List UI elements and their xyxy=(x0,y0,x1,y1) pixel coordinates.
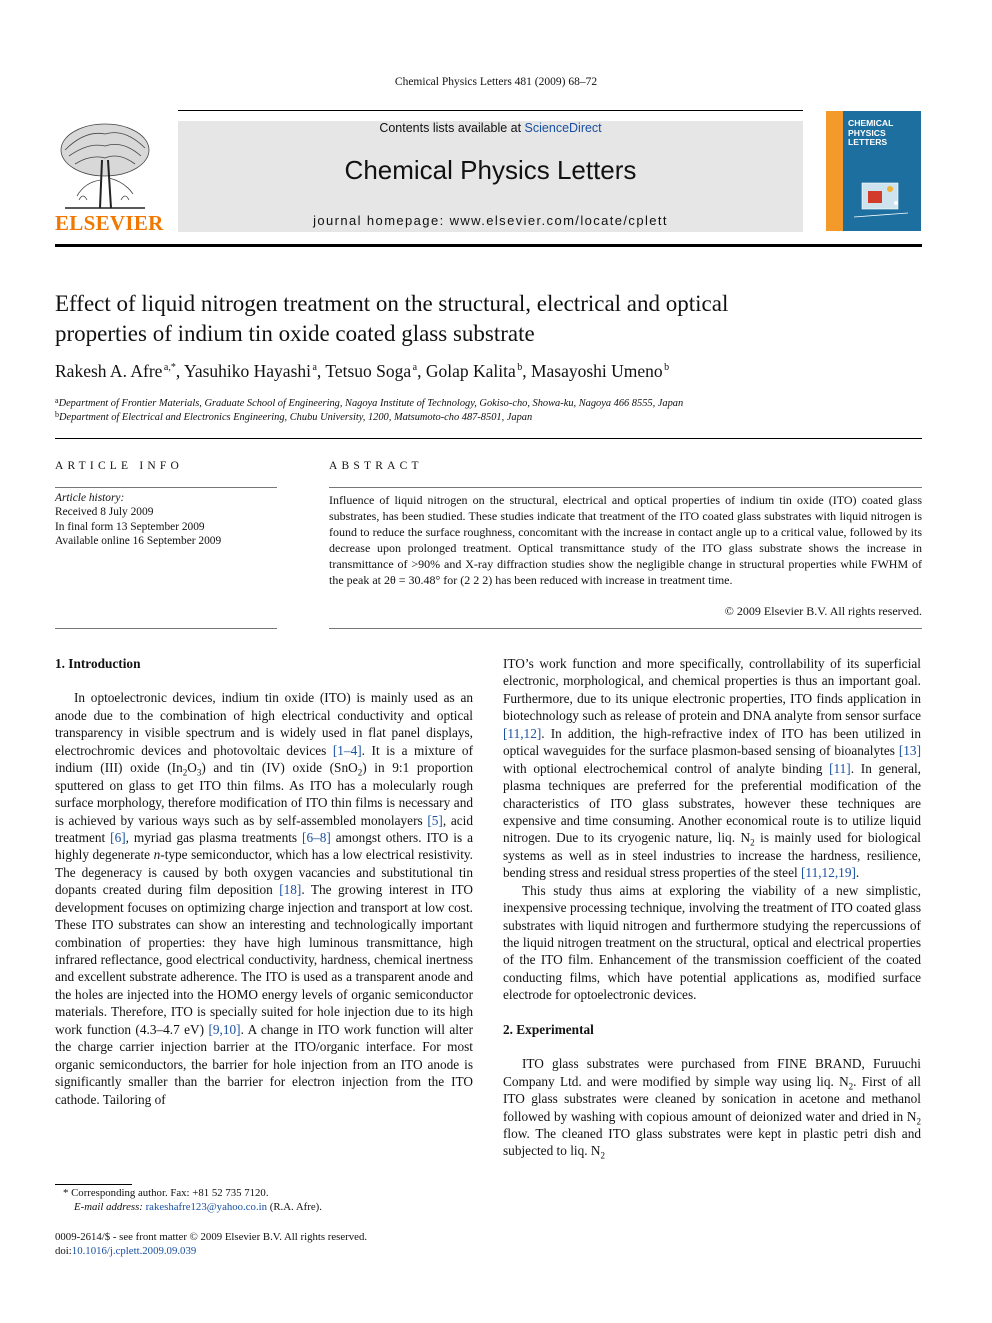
article-history xyxy=(55,491,277,549)
author-list xyxy=(55,361,925,382)
citation-link[interactable]: [9,10] xyxy=(208,1021,241,1037)
author-name[interactable]: Tetsuo Soga xyxy=(325,361,412,381)
author-affiliation-mark[interactable]: a xyxy=(312,362,317,373)
history-label: Article history: xyxy=(55,492,125,504)
abstract-rule-bottom xyxy=(329,628,922,629)
header-bottom-rule xyxy=(55,244,922,247)
cover-title-line: LETTERS xyxy=(848,137,888,147)
author-separator: , xyxy=(175,361,184,381)
article-info-rule-bottom xyxy=(55,628,277,629)
body-column-left xyxy=(55,655,473,1108)
doi-link[interactable]: 10.1016/j.cplett.2009.09.039 xyxy=(71,1245,197,1257)
article-title xyxy=(55,289,925,349)
abstract-rule-top xyxy=(329,487,922,488)
author-separator: , xyxy=(316,361,326,381)
issn-line: 0009-2614/$ - see front matter © 2009 Elsevier B.V. All rights reserved. xyxy=(55,1231,368,1243)
sciencedirect-link[interactable]: ScienceDirect xyxy=(524,121,602,135)
author-affiliation-mark[interactable]: b xyxy=(664,362,670,373)
affiliation-mark: b xyxy=(55,410,59,419)
title-line-2: properties of indium tin oxide coated glass substrate xyxy=(55,321,535,346)
citation-link[interactable]: [1–4] xyxy=(332,742,362,758)
affiliation-a xyxy=(55,396,925,409)
journal-citation: Chemical Physics Letters 481 (2009) 68–72 xyxy=(394,76,598,88)
abstract-heading: ABSTRACT xyxy=(329,460,423,472)
author-name[interactable]: Yasuhiko Hayashi xyxy=(183,361,311,381)
header-top-rule xyxy=(178,110,803,111)
doi-prefix: doi: xyxy=(55,1245,72,1257)
citation-link[interactable]: [11,12] xyxy=(503,725,542,741)
cover-title xyxy=(848,119,893,148)
citation-link[interactable]: [13] xyxy=(898,743,921,759)
author-affiliation-mark[interactable]: a,* xyxy=(163,362,176,373)
body-paragraph: ITO glass substrates were purchased from FINE BRAND, Furuuchi Company Ltd. and were modified by simple way using liq. $N_2$. First of all ITO glass substrates were cleaned by sonication in acetone and methanol followed by washing with copious amount of deionized water and dried in $N_2$ flow. The cleaned ITO glass substrates were kept in plastic petri dish and subjected to liq. $N_2$ xyxy=(503,1056,921,1162)
homepage-url[interactable]: www.elsevier.com/locate/cplett xyxy=(449,213,668,228)
author-name[interactable]: Masayoshi Umeno xyxy=(530,361,663,381)
doi-line xyxy=(55,1244,555,1258)
experimental-heading: 2. Experimental xyxy=(503,1021,594,1037)
abstract-copyright: © 2009 Elsevier B.V. All rights reserved. xyxy=(724,604,922,618)
author-affiliation-mark[interactable]: b xyxy=(517,362,523,373)
cover-title-line: CHEMICAL xyxy=(848,118,894,128)
footnote-rule xyxy=(55,1184,132,1185)
author-separator: , xyxy=(522,361,531,381)
tree-icon xyxy=(55,120,155,212)
affiliation-b xyxy=(55,410,925,423)
section-rule xyxy=(55,438,922,439)
bottom-info xyxy=(55,1230,555,1258)
cover-stripe xyxy=(826,111,843,231)
email-suffix: (R.A. Afre). xyxy=(267,1201,322,1213)
citation-link[interactable]: [6–8] xyxy=(302,829,331,845)
history-received: Received 8 July 2009 xyxy=(55,506,154,519)
contents-prefix: Contents lists available at xyxy=(379,121,525,135)
affiliation-text: Department of Frontier Materials, Graduate School of Engineering, Nagoya Institute of Technology, Gokiso-cho, Showa-ku, Nagoya 466 8555, Japan xyxy=(58,398,684,409)
citation-link[interactable]: [11,12,19] xyxy=(801,865,856,881)
cover-title-line: PHYSICS xyxy=(848,127,886,138)
homepage-prefix: journal homepage: xyxy=(313,213,450,228)
contents-line xyxy=(178,121,803,135)
abstract-body: Influence of liquid nitrogen on the structural, electrical and optical properties of indium tin oxide (ITO) coated glass substrates, has been studied. These studies indicate that treatment of the ITO coated glass substrates with liquid nitrogen is found to reduce the surface roughness, concomitant with the increase in contact angle up to a critical value, followed by its decrease upon prolonged treatment. Optical transmittance study of the ITO glass substrate shows the increase in transmittance of >90% and X-ray diffraction studies show the negligible change in structural properties while FWHM of the peak at 2θ = 30.48° for (2 2 2) has been reduced with increase in treatment time. xyxy=(329,493,922,587)
history-revised: In final form 13 September 2009 xyxy=(55,520,205,533)
citation-link[interactable]: [18] xyxy=(279,882,302,898)
journal-cover-thumbnail xyxy=(826,111,921,231)
corresponding-author-note: * Corresponding author. Fax: +81 52 735 7120. xyxy=(63,1187,269,1199)
email-link[interactable]: rakeshafre123@yahoo.co.in xyxy=(145,1201,268,1213)
citation-link[interactable]: [6] xyxy=(110,829,126,845)
journal-name: Chemical Physics Letters xyxy=(344,155,637,185)
article-info-heading: ARTICLE INFO xyxy=(55,460,183,472)
citation-link[interactable]: [11] xyxy=(829,760,851,776)
author-affiliation-mark[interactable]: a xyxy=(412,362,418,373)
citation-link[interactable]: [5] xyxy=(427,812,443,828)
body-column-right xyxy=(503,655,921,1160)
history-online: Available online 16 September 2009 xyxy=(55,535,222,548)
body-paragraph: In optoelectronic devices, indium tin oxide (ITO) is mainly used as an anode due to the combination of high electrical conductivity and optical transparency in visible spectrum and is widely used in flat panel displays, electrochromic devices and photovoltaic devices [1–4]. It is a mixture of indium (III) oxide $(In_2O_3)$ and tin (IV) oxide (SnO$_2$) in 9:1 proportion sputtered on glass to get ITO thin films. As ITO has a molecularly rough surface morphology, therefore modification of ITO thin films is necessary and is achieved by various ways such as by self-assembled monolayers [5], acid treatment [6], myriad gas plasma treatments [6–8] amongst others. ITO is a highly degenerate n-type semiconductor, which has a low electrical resistivity. The degeneracy is caused by both oxygen vacancies and substitutional tin dopants created during film deposition [18]. The growing interest in ITO development focuses on optimizing charge injection and transport at low cost. These ITO substrates can show an interesting and technologically important combination of properties: they have high luminous transmittance, high infrared reflectance, good electrical conductivity, hardness, chemical inertness and excellent substrate adherence. The ITO is used as a transparent anode and the holes are injected into the HOMO energy levels of organic semiconductor materials. Therefore, ITO is specially suited for hole injection due to its high work function (4.3–4.7 eV) [9,10]. A change in ITO work function will alter the charge carrier injection barrier at the ITO/organic interface. For most organic semiconductors, the barrier for hole injection from an ITO anode is significantly smaller than the barrier for electron injection from the ITO cathode. Tailoring of xyxy=(55,690,474,1107)
body-paragraph: This study thus aims at exploring the viability of a new simplistic, inexpensive processing technique, involving the treatment of ITO coated glass substrates with liquid nitrogen and furthermore studying the repercussions of the liquid nitrogen treatment on the structural, optical and electrical properties of the ITO film. Enhancement of the transmission coefficient of the coated conducting films, which have potential applications as, modified surface electrode for optoelectronic devices. xyxy=(503,882,921,1003)
footnote xyxy=(55,1186,473,1214)
author-separator: , xyxy=(417,361,426,381)
author-name[interactable]: Rakesh A. Afre xyxy=(55,361,163,381)
body-paragraph: ITO’s work function and more specifically, controllability of its superficial electronic, morphological, and chemical properties is thus an important goal. Furthermore, due to its unique electronic properties, ITO finds application in biotechnology such as release of protein and DNA analyte from sensor surface [11,12]. In addition, the high-refractive index of ITO has been utilized in optical waveguides for the surface plasmon-based sensing of bioanalytes [13] with optional electrochemical control of analyte binding [11]. In general, plasma techniques are preferred for the preferential modification of the characteristics of ITO glass substrates, however these techniques are expensive and time consuming. Another economical route is to utilize liquid nitrogen. Due to its cryogenic nature, liq. $N_2$ is mainly used for biological systems as well as in steel industries to increase the hardness, resilience, bending stress and residual stress properties of the steel [11,12,19]. xyxy=(503,656,921,881)
author-name[interactable]: Golap Kalita xyxy=(425,361,516,381)
journal-homepage xyxy=(178,213,803,228)
title-line-1: Effect of liquid nitrogen treatment on the structural, electrical and optical xyxy=(55,291,729,316)
affiliation-text: Department of Electrical and Electronics Engineering, Chubu University, 1200, Matsumoto-cho 487-8501, Japan xyxy=(59,412,533,423)
email-line xyxy=(55,1200,473,1214)
elsevier-wordmark: ELSEVIER xyxy=(55,211,164,235)
cover-graphic-icon xyxy=(848,173,916,225)
article-info-rule-top xyxy=(55,487,277,488)
email-label: E-mail address: xyxy=(74,1201,146,1213)
intro-heading: 1. Introduction xyxy=(55,656,141,671)
affiliation-mark: a xyxy=(55,396,59,405)
